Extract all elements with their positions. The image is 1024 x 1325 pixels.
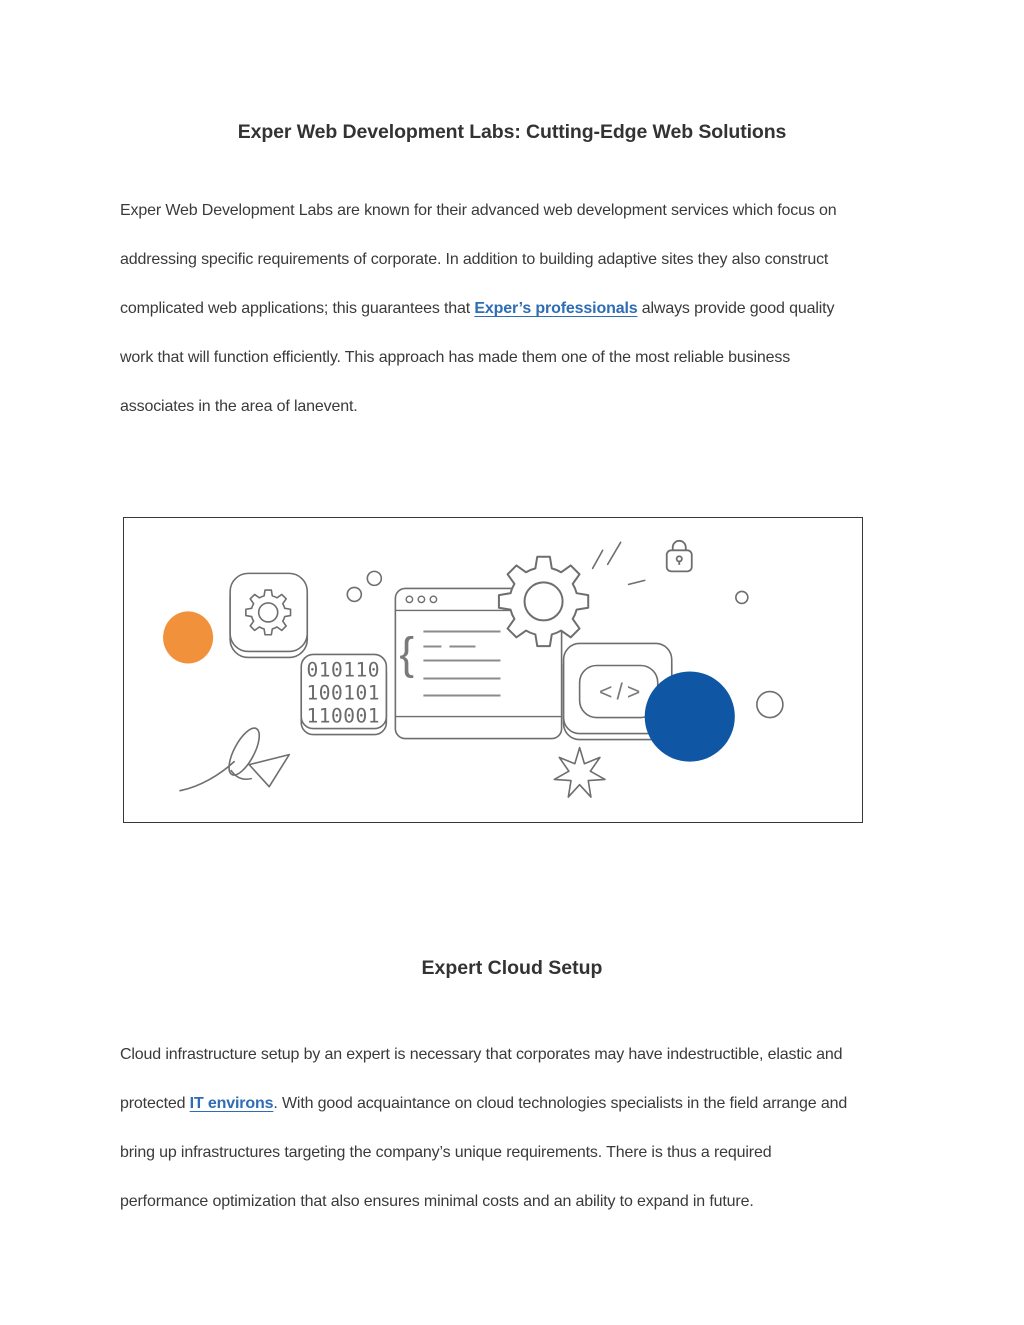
- code-tag-icon: </>: [599, 678, 645, 705]
- gear-icon-small: [246, 590, 291, 635]
- svg-text:100101: 100101: [306, 681, 381, 705]
- binary-text: [307, 659, 381, 728]
- illustration-canvas: [124, 518, 862, 822]
- curly-brace: {: [399, 629, 415, 679]
- section-heading: Expert Cloud Setup: [421, 957, 603, 979]
- cloud-setup-paragraph: [120, 1030, 920, 1226]
- ring-circle: [757, 692, 783, 718]
- paragraph-line: performance optimization that also ensures minimal costs and an ability to expand in future.: [120, 1193, 754, 1210]
- dot-circle-3: [736, 591, 748, 603]
- dot-circle-1: [347, 587, 361, 601]
- blue-circle: [645, 672, 735, 762]
- paragraph-line: protected IT environs. With good acquaintance on cloud technologies specialists in the field arrange and: [120, 1095, 848, 1112]
- dot-circle-2: [367, 571, 381, 585]
- paragraph-line: bring up infrastructures targeting the company’s unique requirements. There is thus a required: [120, 1144, 772, 1161]
- paragraph-line: Cloud infrastructure setup by an expert is necessary that corporates may have indestructible, elastic and: [120, 1046, 843, 1063]
- paragraph-line: addressing specific requirements of corporate. In addition to building adaptive sites they also construct: [120, 251, 829, 268]
- svg-text:110001: 110001: [306, 704, 381, 728]
- svg-text:010110: 010110: [306, 658, 381, 682]
- star-burst-icon: [554, 748, 605, 797]
- expers-professionals-link[interactable]: Exper’s professionals: [474, 300, 638, 317]
- paragraph-line: complicated web applications; this guarantees that Exper’s professionals always provide good quality: [120, 300, 835, 317]
- it-environs-link[interactable]: IT environs: [189, 1095, 274, 1112]
- orange-dot: [163, 611, 213, 663]
- web-development-illustration: [123, 517, 863, 823]
- gear-icon-large: [499, 557, 588, 646]
- paragraph-line: associates in the area of lanevent.: [120, 398, 358, 415]
- paragraph-line: Exper Web Development Labs are known for their advanced web development services which focus on: [120, 202, 837, 219]
- lock-icon: [667, 541, 692, 572]
- arrow-squiggle-icon: [180, 724, 289, 791]
- page-title: Exper Web Development Labs: Cutting-Edge Web Solutions: [237, 121, 787, 143]
- paragraph-line: work that will function efficiently. This approach has made them one of the most reliable business: [120, 349, 791, 366]
- intro-paragraph: [120, 186, 920, 431]
- sparkle-lines: [593, 542, 645, 584]
